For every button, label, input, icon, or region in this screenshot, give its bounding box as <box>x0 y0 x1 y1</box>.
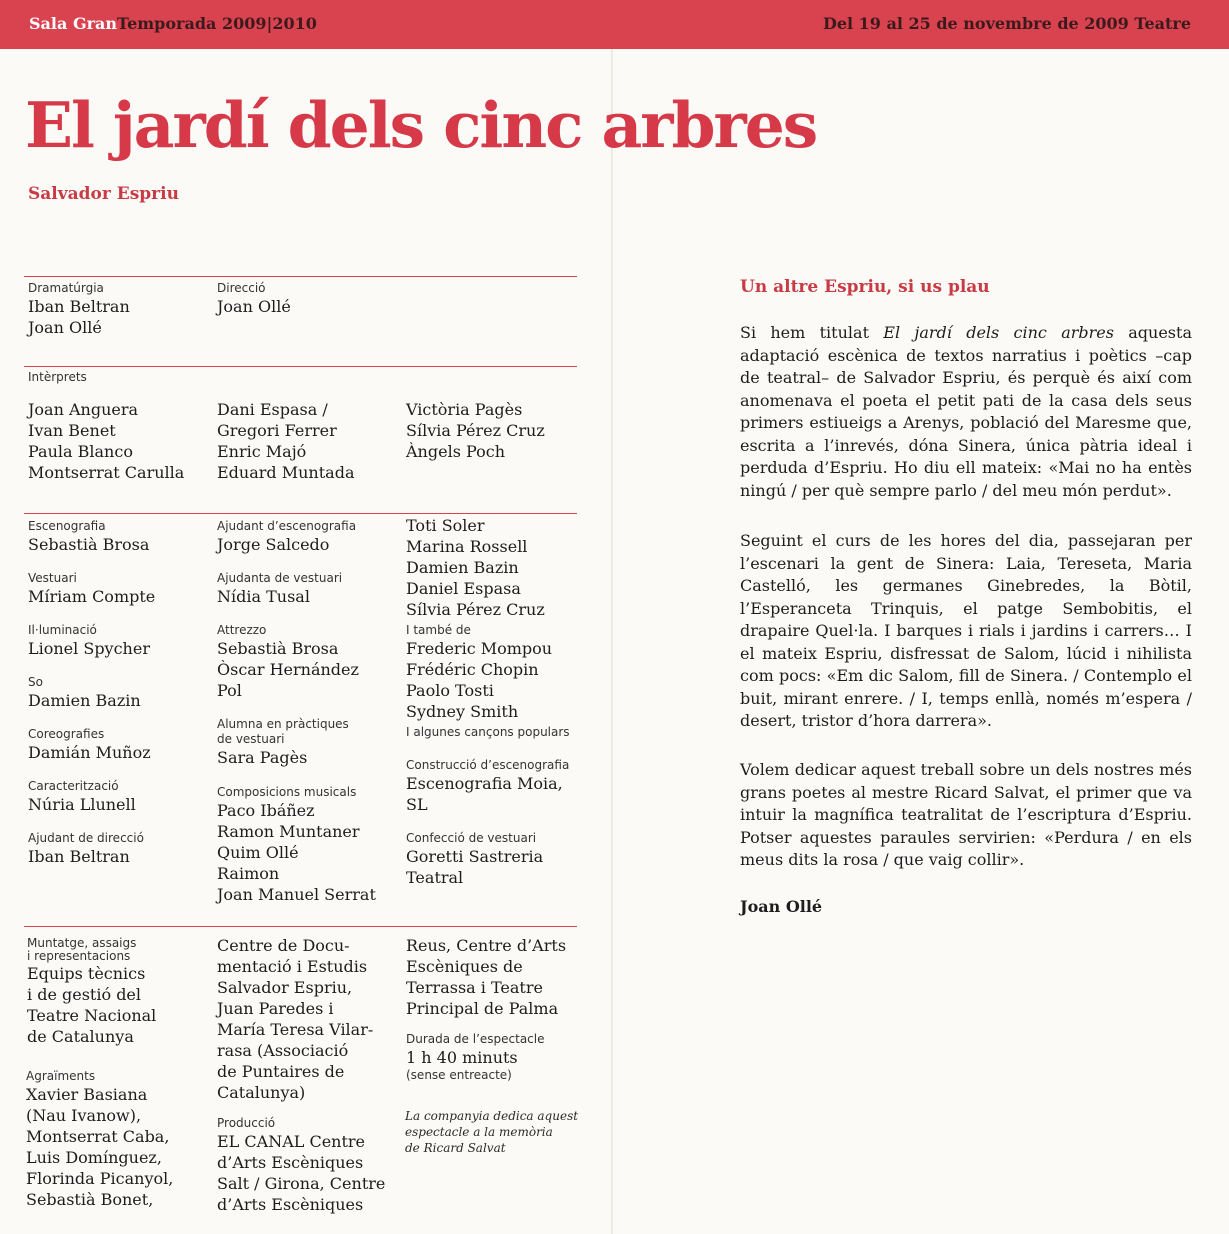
credit-value: Equips tècnics i de gestió del Teatre Nacional de Catalunya <box>27 964 157 1046</box>
credit-value: Victòria Pagès Sílvia Pérez Cruz Àngels Poch <box>406 400 545 461</box>
paragraph-text: Si hem titulat <box>740 323 884 342</box>
credit-value: Nídia Tusal <box>217 587 310 606</box>
credit-value: Damien Bazin <box>28 691 141 710</box>
dedication-note: La companyia dedica aquest espectacle a la memòria de Ricard Salvat <box>405 1109 579 1155</box>
credit-label: Direcció <box>217 281 266 295</box>
essay-paragraph-3: Volem dedicar aquest treball sobre un dels nostres més grans poetes al mestre Ricard Salvat, el primer que va intuir la magnífica teatralitat de l’escriptura d’Espriu. Potser aquestes paraules servirien: «Perdura / en els meus dits la rosa / que vaig collir». <box>740 760 1192 869</box>
credit-coreografies <box>28 727 151 763</box>
venue-label: Sala Gran <box>29 14 118 33</box>
credit-label: Ajudant d’escenografia <box>217 519 357 533</box>
cast-column-1 <box>28 399 184 483</box>
credit-value: Míriam Compte <box>28 587 156 606</box>
essay-paragraph-1 <box>740 322 1192 502</box>
credit-label: Escenografia <box>28 519 106 533</box>
credit-value: Dani Espasa / Gregori Ferrer Enric Majó Eduard Muntada <box>217 400 355 482</box>
credit-value: EL CANAL Centre d’Arts Escèniques Salt / Girona, Centre d’Arts Escèniques <box>217 1132 386 1214</box>
credit-agraiments <box>26 1069 173 1210</box>
credit-value: Paco Ibáñez Ramon Muntaner Quim Ollé Raimon Joan Manuel Serrat <box>217 801 376 904</box>
credit-note: I algunes cançons populars <box>406 725 570 739</box>
credit-label: Ajudant de direcció <box>28 831 144 845</box>
author-name: Salvador Espriu <box>28 184 179 204</box>
credit-produccio-cont <box>406 935 566 1019</box>
credit-value: Escenografia Moia, SL <box>406 774 563 814</box>
paragraph-text: aquesta adaptació escènica de textos narratius i poètics –cap de teatral– de Salvador Espriu, és perquè és així com anomenava el poeta el petit pati de la casa dels seus primers estiueigs a Arenys, població del Maresme que, escrita a l’inrevés, dóna Sinera, única pàtria ideal i perduda d’Espriu. Ho diu ell mateix: «Mai no ha entès ningú / per què sempre parlo / del meu món perdut». <box>740 323 1192 500</box>
credit-so <box>28 675 141 711</box>
credit-interprets-label <box>28 370 87 385</box>
credit-label: I també de <box>406 623 471 637</box>
credit-value: Joan Ollé <box>217 297 291 316</box>
credit-note: (sense entreacte) <box>406 1068 512 1082</box>
credit-value: Iban Beltran Joan Ollé <box>28 297 130 337</box>
credit-value: Sara Pagès <box>217 748 308 767</box>
essay-paragraph-2: Seguint el curs de les hores del dia, passejaran per l’escenari la gent de Sinera: Laia, Tereseta, Maria Castelló, les germanes Ginebredes, la Bòtil, l’Esperanceta Trinquis, el patge Sembobitis, el drapaire Quel·la. I barques i rials i jardins i carrers… I el mateix Espriu, disfressat de Salom, lúcid i nihilista com pocs: «Em dic Salom, fill de Sinera. / Contemplo el buit, mirant enrere. / I, temps enllà, només m’espera / desert, tristor d’hora darrera». <box>740 531 1192 730</box>
section-divider <box>24 366 577 367</box>
credit-value: Iban Beltran <box>28 847 130 866</box>
credit-label: Durada de l’espectacle <box>406 1032 545 1046</box>
credit-label: Intèrprets <box>28 370 87 384</box>
credit-illuminacio <box>28 623 150 659</box>
credit-label: Il·luminació <box>28 623 97 637</box>
credit-tambe <box>406 623 570 740</box>
credit-label: Muntatge, assaigs i representacions <box>27 936 137 963</box>
page-fold <box>611 49 613 1234</box>
cast-column-3 <box>406 399 545 462</box>
section-divider <box>24 513 577 514</box>
credit-label: Attrezzo <box>217 623 267 637</box>
credit-label: Coreografies <box>28 727 105 741</box>
credit-confeccio <box>406 831 543 888</box>
credit-ajudant-escenografia <box>217 519 356 555</box>
credit-label: So <box>28 675 43 689</box>
credit-value: Jorge Salcedo <box>217 535 330 554</box>
credit-label: Composicions musicals <box>217 785 357 799</box>
credit-label: Producció <box>217 1116 276 1130</box>
credit-value: Sebastià Brosa Òscar Hernández Pol <box>217 639 359 700</box>
season-label: Temporada 2009|2010 <box>117 14 317 33</box>
credit-value: Sebastià Brosa <box>28 535 150 554</box>
credit-label: Construcció d’escenografia <box>406 758 570 772</box>
credit-construccio <box>406 758 569 815</box>
cast-column-2 <box>217 399 354 483</box>
header-bar <box>0 0 1229 49</box>
credit-value: Damián Muñoz <box>28 743 151 762</box>
credit-value: Toti Soler Marina Rossell Damien Bazin Daniel Espasa Sílvia Pérez Cruz <box>406 516 545 619</box>
essay-signature: Joan Ollé <box>740 897 823 916</box>
credit-label: Confecció de vestuari <box>406 831 537 845</box>
page-title: El jardí dels cinc arbres <box>25 88 817 162</box>
credit-value: Xavier Basiana (Nau Ivanow), Montserrat Caba, Luis Domínguez, Florinda Picanyol, Sebastià Bonet, <box>26 1085 174 1209</box>
credit-caracteritzacio <box>28 779 136 815</box>
credit-dramaturgia <box>28 281 130 338</box>
dates-label: Del 19 al 25 de novembre de 2009 Teatre <box>822 14 1191 33</box>
credit-ajudant-direccio <box>28 831 144 867</box>
credit-produccio <box>217 1116 385 1215</box>
section-divider <box>24 276 577 277</box>
credit-label: Ajudanta de vestuari <box>217 571 343 585</box>
credit-label: Alumna en pràctiques de vestuari <box>217 717 349 746</box>
credit-durada <box>406 1032 545 1083</box>
credit-label: Vestuari <box>28 571 77 585</box>
credit-value: Núria Llunell <box>28 795 136 814</box>
credit-label: Agraïments <box>26 1069 96 1083</box>
essay-title: Un altre Espriu, si us plau <box>740 277 990 297</box>
credit-agraiments-cont <box>217 935 373 1103</box>
credit-label: Dramatúrgia <box>28 281 104 295</box>
play-title-italic: El jardí dels cinc arbres <box>883 323 1114 342</box>
credit-value: 1 h 40 minuts <box>406 1048 518 1067</box>
credit-direccio <box>217 281 291 317</box>
credit-escenografia <box>28 519 149 555</box>
credit-value: Joan Anguera Ivan Benet Paula Blanco Montserrat Carulla <box>28 400 185 482</box>
credit-value: Goretti Sastreria Teatral <box>406 847 544 887</box>
credit-vestuari <box>28 571 155 607</box>
credit-value: Lionel Spycher <box>28 639 150 658</box>
credit-attrezzo <box>217 623 359 701</box>
credit-alumna <box>217 717 349 768</box>
credit-ajudanta-vestuari <box>217 571 342 607</box>
credit-value: Frederic Mompou Frédéric Chopin Paolo Tosti Sydney Smith <box>406 639 553 721</box>
credit-value: Centre de Docu- mentació i Estudis Salvador Espriu, Juan Paredes i María Teresa Vilar- rasa (Associació de Puntaires de Catalunya) <box>217 936 374 1102</box>
section-divider <box>24 926 577 927</box>
credit-muntatge <box>27 937 156 1047</box>
credit-musica-cont <box>406 515 545 620</box>
credit-label: Caracterització <box>28 779 119 793</box>
credit-value: Reus, Centre d’Arts Escèniques de Terrassa i Teatre Principal de Palma <box>406 936 567 1018</box>
credit-composicions <box>217 785 376 905</box>
